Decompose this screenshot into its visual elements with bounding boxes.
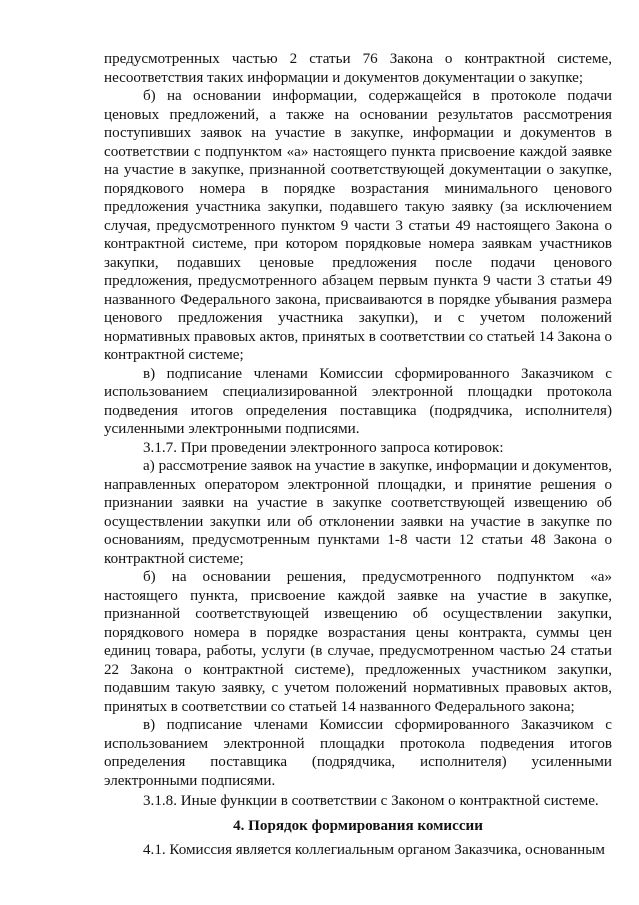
paragraph-3-1-7: 3.1.7. При проведении электронного запроса котировок:: [143, 439, 504, 456]
paragraph-continuation: предусмотренных частью 2 статьи 76 Закона о контрактной системе, несоответствия таких информации и документов документации о закупке;: [104, 51, 612, 86]
paragraph-item-a: а) рассмотрение заявок на участие в закупке, информации и документов, направленных оператором электронной площадки, и принятие решения о признании заявки на участие в закупке соответствующей извещению об осуществлении закупки или об отклонении заявки на участие в закупке по основаниям, предусмотренным пунктами 1-8 части 12 статьи 48 Закона о контрактной системе;: [104, 458, 612, 567]
paragraph-4-1: 4.1. Комиссия является коллегиальным органом Заказчика, основанным: [143, 842, 605, 858]
section-heading: 4. Порядок формирования комиссии: [233, 817, 483, 834]
paragraph-item-v-2: в) подписание членами Комиссии сформированного Заказчиком с использованием электронной площадки протокола подведения итогов определения поставщика (подрядчика, исполнителя) усиленными электронными подписями.: [104, 717, 612, 789]
paragraph-item-v: в) подписание членами Комиссии сформированного Заказчиком с использованием специализированной электронной площадки протокола подведения итогов определения поставщика (подрядчика, исполнителя) усиленными электронными подписями.: [104, 365, 612, 437]
paragraph-3-1-8: 3.1.8. Иные функции в соответствии с Законом о контрактной системе.: [143, 793, 599, 809]
document-body: [104, 50, 612, 860]
paragraph-item-b: б) на основании информации, содержащейся в протоколе подачи ценовых предложений, а также на основании результатов рассмотрения поступивших заявок на участие в закупке, информации и документов в соответствии с подпунктом «а» настоящего пункта присвоение каждой заявке на участие в закупке, признанной соответствующей документации о закупке, порядкового номера в порядке возрастания минимального ценового предложения участника закупки, подавшего такую заявку (за исключением случая, предусмотренного пунктом 9 части 3 статьи 49 настоящего Закона о контрактной системе, при котором порядковые номера заявкам участников закупки, подавших ценовые предложения после подачи ценового предложения, предусмотренного абзацем первым пункта 9 части 3 статьи 49 названного Федерального закона, присваиваются в порядке убывания размера ценового предложения участника закупки), и с учетом положений нормативных правовых актов, принятых в соответствии со статьей 14 Закона о контрактной системе;: [104, 88, 612, 363]
paragraph-item-b-2: б) на основании решения, предусмотренного подпунктом «а» настоящего пункта, присвоение каждой заявке на участие в закупке, признанной соответствующей извещению об осуществлении закупки, порядкового номера в порядке возрастания цены контракта, суммы цен единиц товара, работы, услуги (в случае, предусмотренном частью 24 статьи 22 Закона о контрактной системе), предложенных участником закупки, подавшим такую заявку, с учетом положений нормативных правовых актов, принятых в соответствии со статьей 14 названного Федерального закона;: [104, 569, 612, 715]
